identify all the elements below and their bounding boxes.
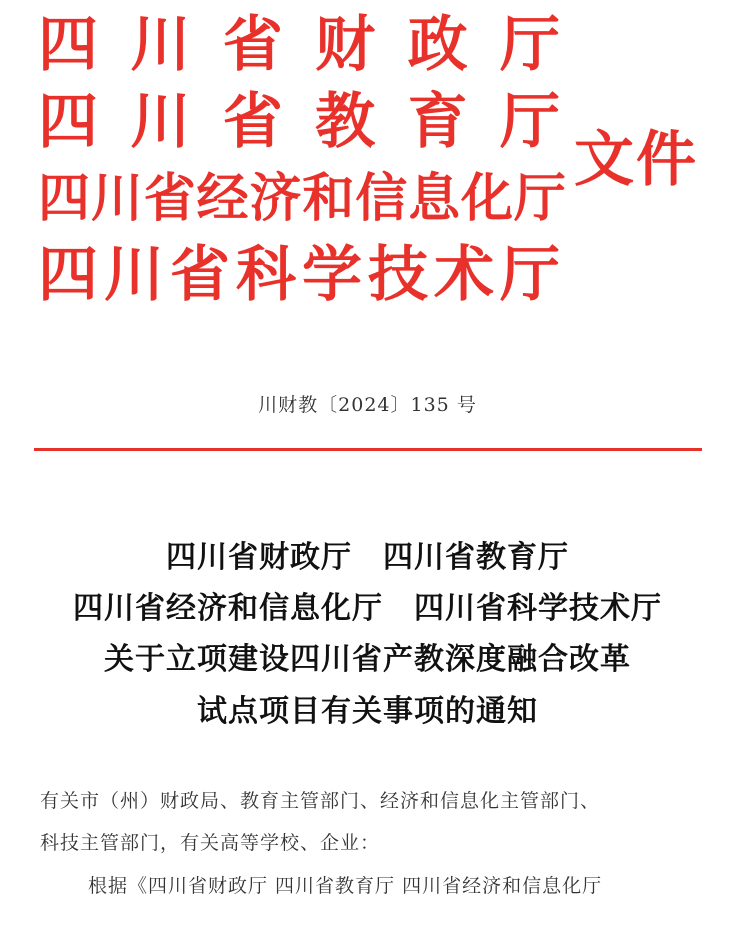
issuer-char: 术: [434, 240, 494, 310]
issuer-char: 和: [302, 169, 355, 229]
body-line: 有关市（州）财政局、教育主管部门、经济和信息化主管部门、: [40, 790, 601, 812]
issuer-finance: [38, 10, 560, 80]
issuer-char: 四: [38, 87, 98, 157]
title-line: 关于立项建设四川省产教深度融合改革: [104, 642, 631, 677]
issuer-char: 川: [90, 169, 143, 229]
issuer-char: 省: [222, 10, 283, 80]
issuer-char: 厅: [499, 10, 560, 80]
issuer-char: 四: [38, 169, 91, 229]
issuer-char: 川: [130, 87, 191, 157]
issuer-char: 科: [236, 240, 296, 310]
issuer-char: 省: [143, 169, 196, 229]
issuer-char: 四: [38, 240, 98, 310]
issuer-char: 息: [408, 169, 461, 229]
document-suffix: 文件: [574, 125, 698, 195]
body-line: 科技主管部门，有关高等学校、企业：: [40, 832, 381, 854]
red-divider: [34, 448, 702, 451]
issuer-char: 技: [368, 240, 428, 310]
title-line: 四川省经济和信息化厅 四川省科学技术厅: [73, 591, 662, 626]
issuer-economy-it: [38, 164, 566, 234]
body-line: 根据《四川省财政厅 四川省教育厅 四川省经济和信息化厅: [88, 875, 603, 897]
document-number: 川财教〔2024〕135 号: [258, 394, 477, 416]
issuer-char: 学: [302, 240, 362, 310]
issuer-char: 济: [249, 169, 302, 229]
issuer-education: [38, 87, 560, 157]
issuer-char: 省: [222, 87, 283, 157]
issuer-char: 厅: [513, 169, 566, 229]
issuer-char: 财: [315, 10, 376, 80]
title-line: 试点项目有关事项的通知: [197, 694, 538, 729]
issuer-char: 川: [104, 240, 164, 310]
issuer-char: 省: [170, 240, 230, 310]
issuer-char: 教: [315, 87, 376, 157]
issuer-char: 信: [355, 169, 408, 229]
issuer-char: 厅: [500, 240, 560, 310]
issuer-char: 化: [461, 169, 514, 229]
issuer-char: 育: [407, 87, 468, 157]
issuer-science: [38, 240, 560, 310]
issuer-char: 川: [130, 10, 191, 80]
issuer-char: 政: [407, 10, 468, 80]
issuer-char: 四: [38, 10, 98, 80]
issuer-char: 厅: [499, 87, 560, 157]
title-line: 四川省财政厅 四川省教育厅: [166, 540, 569, 575]
issuer-char: 经: [196, 169, 249, 229]
